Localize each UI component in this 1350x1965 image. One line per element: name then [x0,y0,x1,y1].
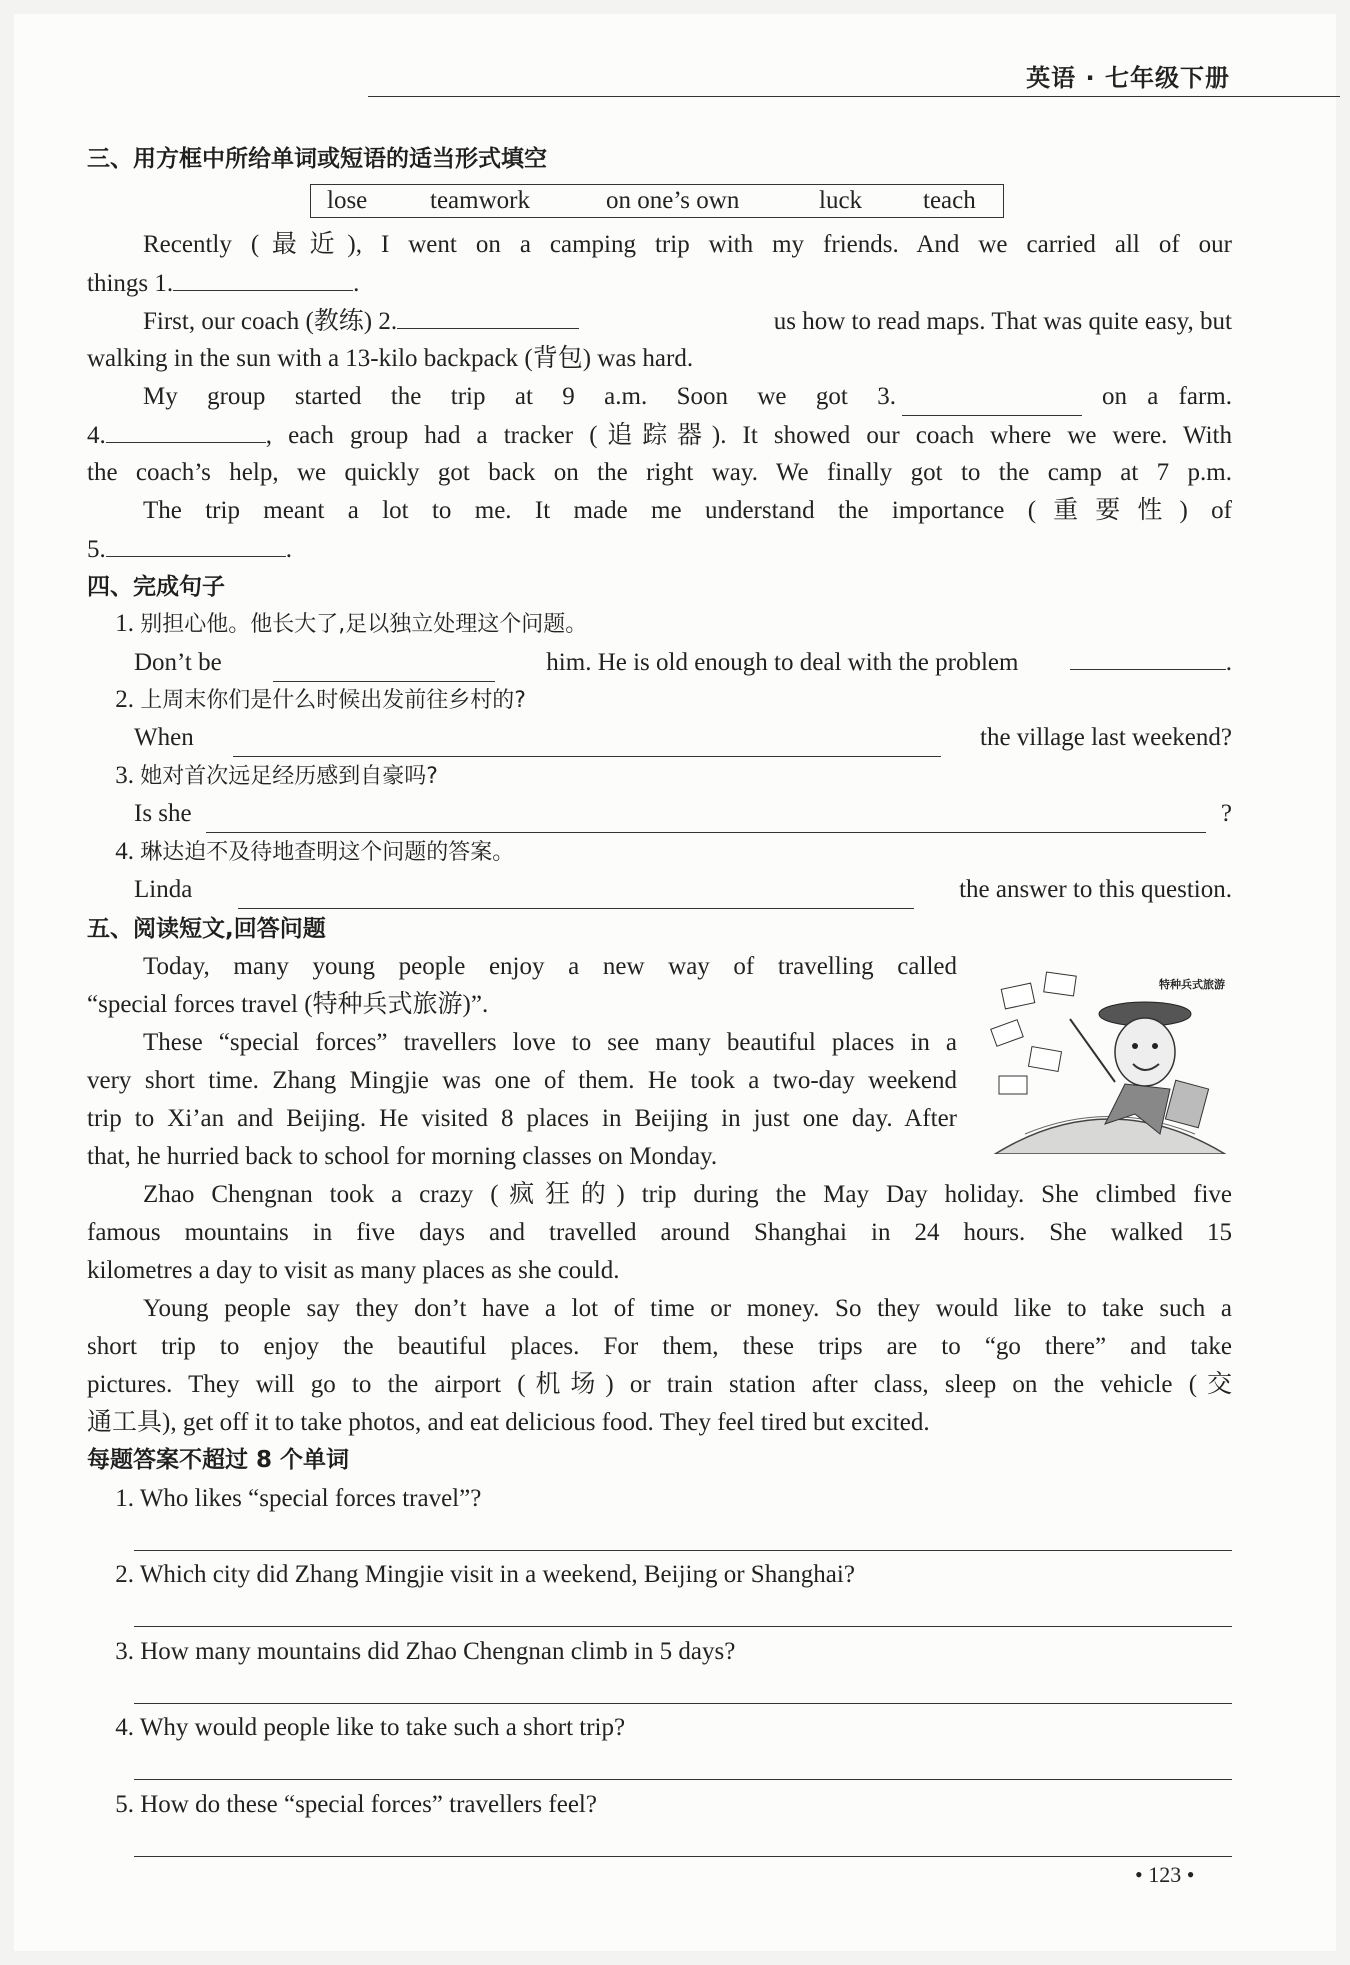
special-forces-travel-illustration [985,964,1233,1154]
answer-blank[interactable] [1070,643,1226,670]
reading-line: Today, many young people enjoy a new way of travelling called [143,953,957,980]
reading-line: short trip to enjoy the beautiful places. For them, these trips are to “go there” and take [87,1333,1232,1360]
page-header-title: 英语 · 七年级下册 [1026,64,1230,92]
answer-blank[interactable] [238,882,914,909]
question-4: 4. Why would people like to take such a short trip? [115,1714,626,1741]
sentence-item-1-en: Don’t be him. He is old enough to deal with the problem . [87,643,1232,682]
passage-line: walking in the sun with a 13-kilo backpack (背包) was hard. [87,345,694,372]
word-box-item: teach [923,187,976,214]
sentence-item-2: 2. 上周末你们是什么时候出发前往乡村的? [115,686,526,713]
reading-line: kilometres a day to visit as many places as she could. [87,1257,620,1284]
reading-line: very short time. Zhang Mingjie was one of them. He took a two-day weekend [87,1067,957,1094]
answer-blank-1[interactable] [173,264,353,291]
sentence-item-1: 1. 别担心他。他长大了,足以独立处理这个问题。 [115,610,588,637]
answer-blank-4[interactable] [106,416,266,443]
answer-blank-5[interactable] [106,530,286,557]
reading-line: Young people say they don’t have a lot of time or money. So they would like to take such a [143,1295,1232,1322]
passage-line: My group started the trip at 9 a.m. Soon we got 3. on a farm. [87,378,1232,416]
reading-line: Zhao Chengnan took a crazy (疯狂的) trip during the May Day holiday. She climbed five [143,1181,1232,1208]
answer-line-3[interactable] [134,1703,1232,1704]
reading-line: “special forces travel (特种兵式旅游)”. [87,991,489,1018]
word-box-item: luck [819,187,863,214]
cartoon-traveller-image [985,964,1233,1154]
passage-line: First, our coach (教练) 2. us how to read maps. That was quite easy, but [87,302,1232,341]
passage-line: things 1. . [87,264,1232,303]
section-3-title: 三、用方框中所给单词或短语的适当形式填空 [87,146,547,172]
answer-blank[interactable] [233,730,941,757]
answer-line-2[interactable] [134,1626,1232,1627]
answer-line-5[interactable] [134,1856,1232,1857]
word-box-item: teamwork [430,187,530,214]
question-5: 5. How do these “special forces” travellers feel? [115,1791,597,1818]
reading-line: famous mountains in five days and travelled around Shanghai in 24 hours. She walked 15 [87,1219,1232,1246]
reading-line: 通工具), get off it to take photos, and eat delicious food. They feel tired but excited. [87,1409,930,1436]
word-box-item: lose [327,187,368,214]
reading-line: that, he hurried back to school for morning classes on Monday. [87,1143,718,1170]
page-number: • 123 • [1135,1862,1195,1887]
section-4-title: 四、完成句子 [87,574,225,600]
sentence-item-4: 4. 琳达迫不及待地查明这个问题的答案。 [115,838,515,865]
word-box [310,184,1004,218]
sentence-item-3: 3. 她对首次远足经历感到自豪吗? [115,762,438,789]
illustration-caption: 特种兵式旅游 [1159,978,1225,991]
reading-line: pictures. They will go to the airport (机场) or train station after class, sleep on the vehicle (交 [87,1371,1232,1398]
answer-line-4[interactable] [134,1779,1232,1780]
answer-blank[interactable] [273,655,495,682]
reading-line: These “special forces” travellers love to see many beautiful places in a [143,1029,957,1056]
passage-line: Recently (最近), I went on a camping trip with my friends. And we carried all of our [143,231,1232,258]
question-1: 1. Who likes “special forces travel”? [115,1485,482,1512]
answer-line-1[interactable] [134,1550,1232,1551]
answer-blank-2[interactable] [397,302,579,329]
answer-blank[interactable] [206,806,1206,833]
answer-blank-3[interactable] [902,389,1082,416]
section-5-title: 五、阅读短文,回答问题 [87,916,326,942]
passage-line: 5. . [87,530,1232,569]
word-box-item: on one’s own [606,187,740,214]
passage-line: The trip meant a lot to me. It made me understand the importance (重要性) of [143,497,1232,524]
sentence-item-3-en: Is she ? [87,795,1232,833]
passage-line: 4. , each group had a tracker (追踪器). It showed our coach where we were. With [87,416,1232,455]
header-rule [368,96,1340,97]
answer-instruction: 每题答案不超过 8 个单词 [87,1447,350,1473]
reading-line: trip to Xi’an and Beijing. He visited 8 places in Beijing in just one day. After [87,1105,957,1132]
question-2: 2. Which city did Zhang Mingjie visit in a weekend, Beijing or Shanghai? [115,1561,855,1588]
passage-line: the coach’s help, we quickly got back on the right way. We finally got to the camp at 7 p.m. [87,459,1232,486]
question-3: 3. How many mountains did Zhao Chengnan climb in 5 days? [115,1638,736,1665]
sentence-item-4-en: Linda the answer to this question. [87,871,1232,909]
sentence-item-2-en: When the village last weekend? [87,719,1232,757]
